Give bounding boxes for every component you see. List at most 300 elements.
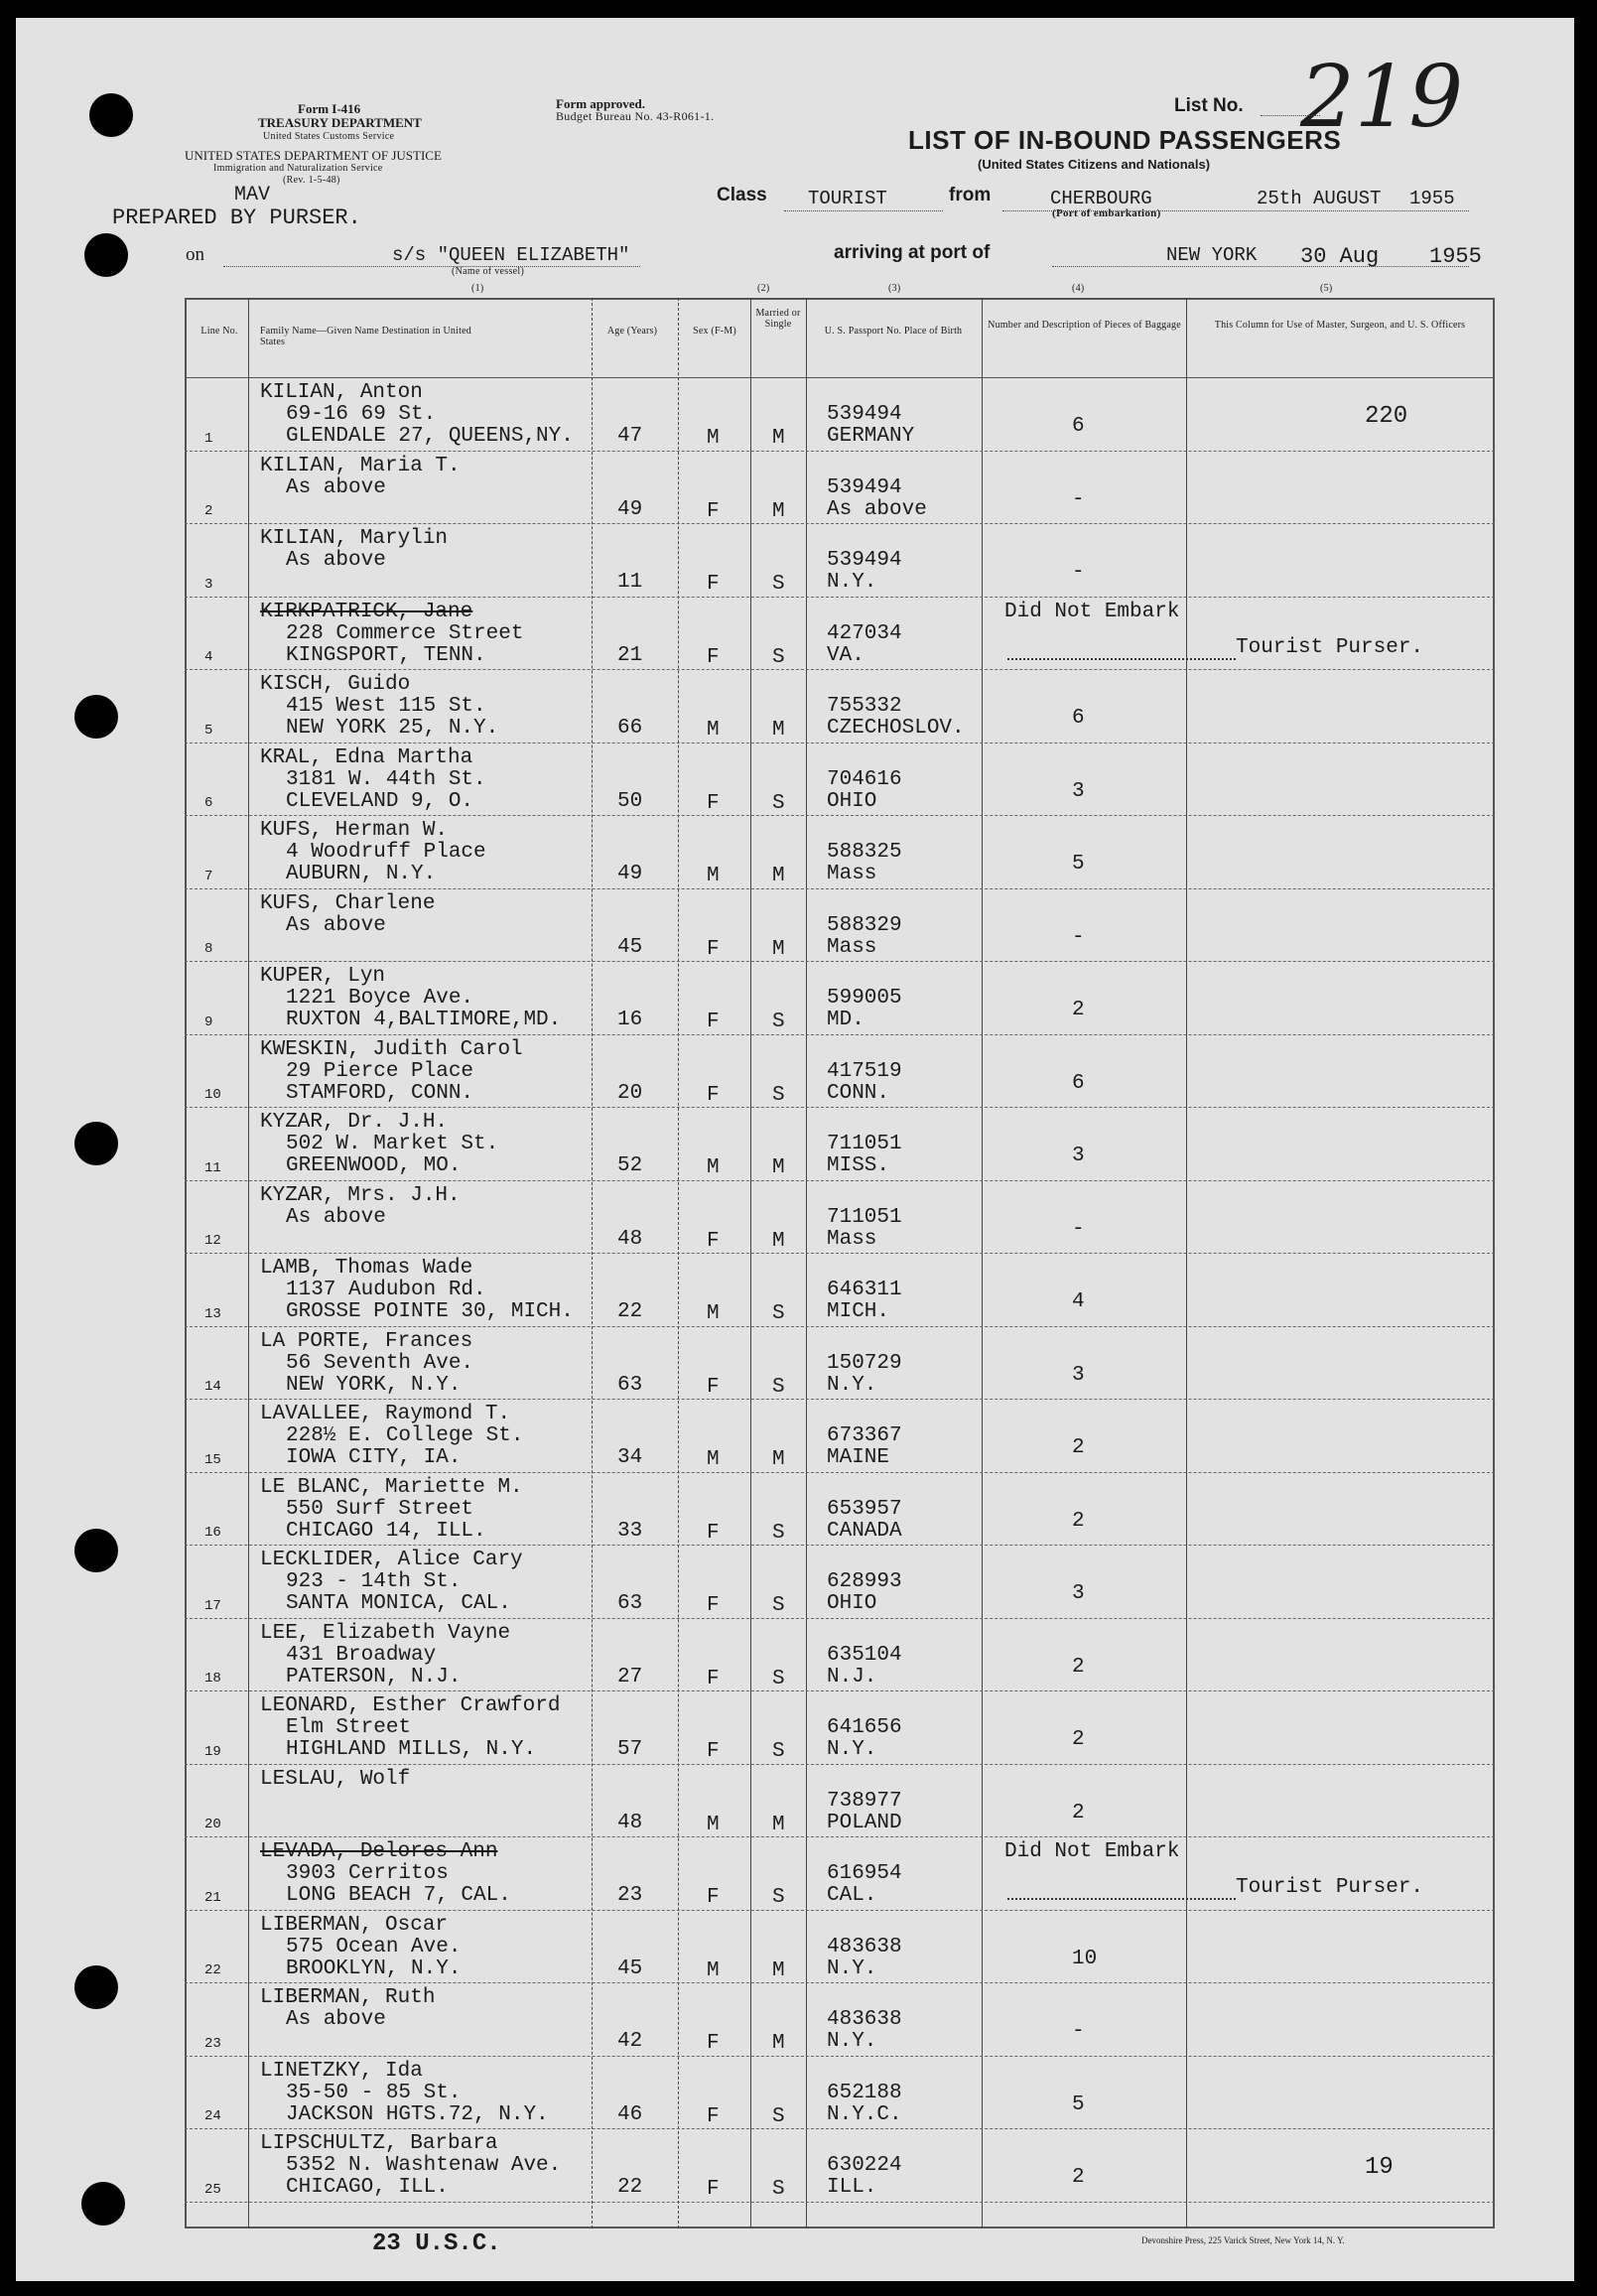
birth-place: Mass — [827, 863, 877, 885]
passport-number: 150729 — [827, 1351, 902, 1375]
marital-status: M — [772, 1813, 785, 1836]
age-value: 48 — [617, 1227, 643, 1251]
passenger-name: KILIAN, Marylin — [260, 527, 449, 550]
birth-place: Mass — [827, 1227, 877, 1251]
sex-value: M — [707, 1156, 720, 1179]
passenger-name: KUFS, Herman W. — [260, 819, 449, 842]
birth-place: MICH. — [827, 1300, 890, 1323]
address-line-2: NEW YORK 25, N.Y. — [286, 717, 499, 740]
baggage-count: 4 — [1072, 1290, 1085, 1313]
passenger-name: LEONARD, Esther Crawford — [260, 1694, 561, 1717]
marital-status: S — [772, 1886, 785, 1909]
table-row — [185, 888, 1495, 889]
line-number: 1 — [204, 430, 213, 447]
birth-place: N.Y. — [827, 1373, 877, 1397]
birth-place: ILL. — [827, 2176, 877, 2199]
line-number: 3 — [204, 576, 213, 593]
passport-number: 738977 — [827, 1789, 902, 1813]
marital-status: S — [772, 1011, 785, 1033]
address-line-2: NEW YORK, N.Y. — [286, 1373, 462, 1397]
passport-number: 630224 — [827, 2154, 902, 2177]
embark-year: 1955 — [1409, 188, 1455, 209]
sex-value: F — [707, 1740, 720, 1763]
passenger-name: LEVADA, Delores Ann — [260, 1840, 498, 1863]
birth-place: POLAND — [827, 1811, 902, 1834]
arrival-port: NEW YORK — [1166, 244, 1258, 266]
passport-number: 711051 — [827, 1133, 902, 1155]
table-row — [185, 1545, 1495, 1546]
passenger-name: LA PORTE, Frances — [260, 1329, 473, 1353]
col-header-married: Married or Single — [755, 308, 801, 330]
passenger-name: LIBERMAN, Ruth — [260, 1986, 436, 2009]
vessel-name: s/s "QUEEN ELIZABETH" — [392, 244, 630, 266]
marital-status: S — [772, 1375, 785, 1399]
sex-value: F — [707, 1521, 720, 1545]
passport-number: 653957 — [827, 1497, 902, 1521]
passenger-name: KYZAR, Mrs. J.H. — [260, 1183, 461, 1207]
passport-number: 588329 — [827, 913, 902, 937]
birth-place: N.J. — [827, 1665, 877, 1688]
table-row — [185, 1836, 1495, 1837]
form-approved: Form approved. — [556, 96, 646, 111]
passenger-name: LEE, Elizabeth Vayne — [260, 1621, 511, 1645]
table-row — [185, 597, 1495, 598]
birth-place: VA. — [827, 643, 865, 667]
arrival-date: 30 Aug — [1300, 244, 1380, 269]
address-line-1: 35-50 - 85 St. — [286, 2081, 462, 2104]
table-row — [185, 2056, 1495, 2057]
table-row — [185, 1326, 1495, 1327]
sex-value: F — [707, 1667, 720, 1690]
col-header-line: Line No. — [200, 326, 238, 337]
address-line-2: IOWA CITY, IA. — [286, 1446, 462, 1469]
address-line-1: 69-16 69 St. — [286, 403, 437, 426]
marital-status: S — [772, 2104, 785, 2128]
birth-place: CONN. — [827, 1081, 890, 1105]
col-header-passport: U. S. Passport No. Place of Birth — [824, 326, 963, 337]
marital-status: S — [772, 791, 785, 815]
marital-status: M — [772, 1229, 785, 1253]
marital-status: S — [772, 2178, 785, 2201]
table-row — [185, 669, 1495, 670]
col-num-2: (2) — [757, 283, 770, 294]
table-row — [185, 1982, 1495, 1983]
col-num-3: (3) — [888, 283, 901, 294]
sex-value: M — [707, 427, 720, 450]
baggage-count: - — [1072, 487, 1085, 511]
address-line-2: CHICAGO, ILL. — [286, 2176, 449, 2199]
birth-place: MISS. — [827, 1154, 890, 1177]
col-num-5: (5) — [1320, 283, 1333, 294]
sex-value: F — [707, 1229, 720, 1253]
baggage-count: 2 — [1072, 1728, 1085, 1751]
passenger-name: KUPER, Lyn — [260, 965, 386, 988]
sex-value: F — [707, 1886, 720, 1909]
line-number: 18 — [204, 1671, 221, 1687]
table-row — [185, 1764, 1495, 1765]
baggage-count: 3 — [1072, 1363, 1085, 1387]
list-no-line — [1261, 115, 1320, 116]
address-line-1: As above — [286, 475, 386, 499]
age-value: 45 — [617, 935, 643, 959]
line-number: 24 — [204, 2108, 221, 2124]
address-line-1: 575 Ocean Ave. — [286, 1935, 462, 1958]
passenger-name: KILIAN, Maria T. — [260, 454, 461, 477]
marital-status: M — [772, 865, 785, 887]
baggage-count: 5 — [1072, 2093, 1085, 2116]
passenger-name: KRAL, Edna Martha — [260, 745, 473, 769]
address-line-1: 3903 Cerritos — [286, 1862, 449, 1885]
marital-status: M — [772, 1448, 785, 1471]
address-line-2: LONG BEACH 7, CAL. — [286, 1884, 511, 1907]
birth-place: GERMANY — [827, 425, 915, 448]
col-header-officers: This Column for Use of Master, Surgeon, and U. S. Officers — [1214, 320, 1466, 331]
mav-mark: MAV — [234, 184, 271, 206]
justice-dept: UNITED STATES DEPARTMENT OF JUSTICE — [185, 148, 442, 163]
table-row — [185, 961, 1495, 962]
passport-number: 673367 — [827, 1424, 902, 1447]
table-row — [185, 2202, 1495, 2203]
line-number: 21 — [204, 1889, 221, 1906]
marital-status: M — [772, 937, 785, 961]
birth-place: MD. — [827, 1009, 865, 1031]
age-value: 48 — [617, 1811, 643, 1834]
address-line-1: As above — [286, 2008, 386, 2031]
birth-place: CANADA — [827, 1519, 902, 1543]
address-line-1: Elm Street — [286, 1716, 412, 1739]
line-number: 13 — [204, 1305, 221, 1322]
passport-number: 635104 — [827, 1643, 902, 1667]
passenger-name: LIPSCHULTZ, Barbara — [260, 2132, 498, 2155]
punch-hole — [74, 695, 118, 739]
passenger-name: KYZAR, Dr. J.H. — [260, 1111, 449, 1134]
passenger-name: KISCH, Guido — [260, 673, 411, 696]
baggage-count: 2 — [1072, 2166, 1085, 2189]
vessel-caption: (Name of vessel) — [452, 266, 525, 277]
baggage-count: - — [1072, 925, 1085, 949]
baggage-count: 6 — [1072, 415, 1085, 438]
passport-number: 483638 — [827, 1935, 902, 1958]
age-value: 34 — [617, 1446, 643, 1469]
address-line-2: HIGHLAND MILLS, N.Y. — [286, 1738, 537, 1761]
col-header-baggage: Number and Description of Pieces of Baggage — [988, 320, 1181, 331]
officer-note: 220 — [1365, 403, 1408, 430]
passport-number: 417519 — [827, 1059, 902, 1083]
birth-place: N.Y. — [827, 571, 877, 594]
line-number: 9 — [204, 1013, 213, 1030]
age-value: 47 — [617, 425, 643, 448]
birth-place: CAL. — [827, 1884, 877, 1907]
line-number: 22 — [204, 1962, 221, 1978]
col-divider — [678, 298, 679, 2228]
address-line-1: As above — [286, 1205, 386, 1229]
age-value: 50 — [617, 789, 643, 813]
birth-place: OHIO — [827, 1592, 877, 1615]
officer-note: 19 — [1365, 2154, 1394, 2181]
age-value: 21 — [617, 643, 643, 667]
col-num-4: (4) — [1072, 283, 1085, 294]
col-divider — [1186, 298, 1187, 2228]
passport-number: 711051 — [827, 1205, 902, 1229]
passport-number: 755332 — [827, 695, 902, 718]
punch-hole — [74, 1965, 118, 2009]
remark-did-not-embark: Did Not Embark — [1004, 1840, 1180, 1863]
passenger-name: KWESKIN, Judith Carol — [260, 1037, 523, 1061]
remark-purser: Tourist Purser. — [1236, 1876, 1424, 1899]
table-row — [185, 2128, 1495, 2129]
address-line-1: 29 Pierce Place — [286, 1059, 474, 1083]
passport-number: 539494 — [827, 475, 902, 499]
passport-number: 588325 — [827, 841, 902, 864]
arrival-line — [1052, 266, 1469, 267]
age-value: 52 — [617, 1154, 643, 1177]
form-title: LIST OF IN-BOUND PASSENGERS — [908, 125, 1342, 155]
baggage-count: 3 — [1072, 779, 1085, 803]
table-row — [185, 1618, 1495, 1619]
purser-signature-line — [1007, 658, 1236, 660]
address-line-2: SANTA MONICA, CAL. — [286, 1592, 511, 1615]
passport-number: 641656 — [827, 1716, 902, 1739]
table-row — [185, 1253, 1495, 1254]
passport-number: 704616 — [827, 767, 902, 791]
address-line-1: As above — [286, 913, 386, 937]
address-line-2: JACKSON HGTS.72, N.Y. — [286, 2102, 549, 2126]
line-number: 5 — [204, 722, 213, 739]
port-embark-caption: (Port of embarkation) — [1052, 207, 1161, 219]
address-line-1: 228 Commerce Street — [286, 621, 524, 645]
birth-place: MAINE — [827, 1446, 890, 1469]
line-number: 16 — [204, 1525, 221, 1541]
line-number: 15 — [204, 1451, 221, 1468]
table-row — [185, 451, 1495, 452]
passenger-name: LINETZKY, Ida — [260, 2059, 423, 2083]
embark-date: 25th AUGUST — [1257, 188, 1382, 209]
address-line-2: KINGSPORT, TENN. — [286, 643, 486, 667]
age-value: 45 — [617, 1957, 643, 1980]
age-value: 16 — [617, 1009, 643, 1031]
table-row — [185, 1107, 1495, 1108]
passenger-name: KUFS, Charlene — [260, 891, 436, 915]
sex-value: M — [707, 719, 720, 742]
col-divider — [982, 298, 983, 2228]
age-value: 66 — [617, 717, 643, 740]
address-line-2: CHICAGO 14, ILL. — [286, 1519, 486, 1543]
treasury-dept: TREASURY DEPARTMENT — [258, 115, 422, 130]
sex-value: M — [707, 1448, 720, 1471]
table-row — [185, 1034, 1495, 1035]
baggage-count: 2 — [1072, 999, 1085, 1021]
age-value: 11 — [617, 571, 643, 594]
birth-place: As above — [827, 497, 927, 521]
passport-number: 599005 — [827, 987, 902, 1010]
sex-value: F — [707, 1011, 720, 1033]
vessel-line — [223, 266, 640, 267]
table-header-rule — [185, 377, 1495, 378]
line-number: 25 — [204, 2181, 221, 2198]
list-number: 219 — [1300, 48, 1464, 147]
marital-status: M — [772, 1156, 785, 1179]
col-header-age: Age (Years) — [606, 326, 658, 337]
address-line-2: GREENWOOD, MO. — [286, 1154, 462, 1177]
marital-status: S — [772, 1083, 785, 1107]
list-no-label: List No. — [1174, 95, 1244, 116]
address-line-1: As above — [286, 549, 386, 572]
col-divider — [248, 298, 249, 2228]
passport-number: 646311 — [827, 1279, 902, 1301]
address-line-1: 923 - 14th St. — [286, 1570, 462, 1593]
purser-signature-line — [1007, 1898, 1236, 1900]
baggage-count: 10 — [1072, 1947, 1098, 1970]
col-header-sex: Sex (F-M) — [693, 326, 736, 337]
passenger-name: LECKLIDER, Alice Cary — [260, 1549, 523, 1571]
passenger-name: LE BLANC, Mariette M. — [260, 1475, 523, 1499]
marital-status: S — [772, 1667, 785, 1690]
line-number: 6 — [204, 795, 213, 811]
address-line-2: PATERSON, N.J. — [286, 1665, 462, 1688]
marital-status: S — [772, 1302, 785, 1325]
table-row — [185, 1180, 1495, 1181]
table-row — [185, 1910, 1495, 1911]
address-line-2: CLEVELAND 9, O. — [286, 789, 474, 813]
passport-number: 628993 — [827, 1570, 902, 1593]
passport-number: 652188 — [827, 2081, 902, 2104]
birth-place: N.Y.C. — [827, 2102, 902, 2126]
age-value: 63 — [617, 1373, 643, 1397]
table-row — [185, 815, 1495, 816]
class-line — [784, 210, 943, 211]
address-line-2: GLENDALE 27, QUEENS,NY. — [286, 425, 574, 448]
address-line-2: BROOKLYN, N.Y. — [286, 1957, 462, 1980]
age-value: 23 — [617, 1884, 643, 1907]
marital-status: S — [772, 645, 785, 669]
sex-value: F — [707, 499, 720, 523]
baggage-count: 3 — [1072, 1145, 1085, 1167]
col-divider — [592, 298, 593, 2228]
sex-value: F — [707, 1594, 720, 1617]
age-value: 42 — [617, 2030, 643, 2053]
address-line-1: 228½ E. College St. — [286, 1424, 524, 1447]
passport-number: 427034 — [827, 621, 902, 645]
line-number: 4 — [204, 649, 213, 665]
birth-place: OHIO — [827, 789, 877, 813]
remark-did-not-embark: Did Not Embark — [1004, 600, 1180, 623]
printer-imprint: Devonshire Press, 225 Varick Street, New York 14, N. Y. — [1141, 2235, 1345, 2245]
passenger-name: LIBERMAN, Oscar — [260, 1913, 449, 1937]
marital-status: M — [772, 427, 785, 450]
sex-value: F — [707, 2178, 720, 2201]
line-number: 14 — [204, 1379, 221, 1395]
form-subtitle: (United States Citizens and Nationals) — [978, 157, 1211, 172]
age-value: 46 — [617, 2102, 643, 2126]
revision: (Rev. 1-5-48) — [283, 175, 340, 186]
table-row — [185, 1690, 1495, 1691]
table-row — [185, 1472, 1495, 1473]
line-number: 12 — [204, 1233, 221, 1249]
passenger-name: LAMB, Thomas Wade — [260, 1257, 473, 1280]
arrival-year: 1955 — [1429, 244, 1482, 269]
address-line-1: 56 Seventh Ave. — [286, 1351, 474, 1375]
address-line-2: GROSSE POINTE 30, MICH. — [286, 1300, 574, 1323]
line-number: 20 — [204, 1817, 221, 1832]
address-line-1: 4 Woodruff Place — [286, 841, 486, 864]
punch-hole — [74, 1529, 118, 1572]
birth-place: CZECHOSLOV. — [827, 717, 965, 740]
sex-value: F — [707, 2032, 720, 2055]
marital-status: M — [772, 719, 785, 742]
customs-service: United States Customs Service — [263, 131, 395, 142]
birth-place: Mass — [827, 935, 877, 959]
sex-value: F — [707, 645, 720, 669]
line-number: 8 — [204, 941, 213, 957]
baggage-count: - — [1072, 1217, 1085, 1241]
baggage-count: 6 — [1072, 707, 1085, 730]
passport-number: 616954 — [827, 1862, 902, 1885]
class-label: Class — [717, 185, 767, 205]
col-divider — [750, 298, 751, 2228]
age-value: 27 — [617, 1665, 643, 1688]
table-row — [185, 1399, 1495, 1400]
footer-code: 23 U.S.C. — [372, 2230, 501, 2257]
address-line-1: 502 W. Market St. — [286, 1133, 499, 1155]
sex-value: M — [707, 1813, 720, 1836]
punch-hole — [74, 1122, 118, 1165]
marital-status: M — [772, 1958, 785, 1982]
line-number: 7 — [204, 868, 213, 884]
passenger-name: LESLAU, Wolf — [260, 1767, 411, 1791]
sex-value: F — [707, 937, 720, 961]
baggage-count: 2 — [1072, 1801, 1085, 1824]
marital-status: M — [772, 2032, 785, 2055]
address-line-2: STAMFORD, CONN. — [286, 1081, 474, 1105]
sex-value: M — [707, 865, 720, 887]
baggage-count: 2 — [1072, 1436, 1085, 1459]
prepared-by: PREPARED BY PURSER. — [112, 205, 361, 230]
line-number: 17 — [204, 1597, 221, 1614]
ins-service: Immigration and Naturalization Service — [213, 163, 383, 174]
line-number: 11 — [204, 1159, 221, 1176]
marital-status: S — [772, 573, 785, 596]
baggage-count: - — [1072, 2020, 1085, 2043]
baggage-count: 3 — [1072, 1582, 1085, 1605]
sex-value: F — [707, 1083, 720, 1107]
budget-bureau: Budget Bureau No. 43-R061-1. — [556, 109, 715, 123]
passport-number: 483638 — [827, 2008, 902, 2031]
marital-status: M — [772, 499, 785, 523]
age-value: 49 — [617, 863, 643, 885]
birth-place: N.Y. — [827, 1738, 877, 1761]
class-value: TOURIST — [808, 188, 887, 209]
line-number: 10 — [204, 1087, 221, 1103]
col-header-name: Family Name—Given Name Destination in United States — [260, 326, 471, 347]
sex-value: F — [707, 2104, 720, 2128]
punch-hole — [84, 233, 128, 277]
baggage-count: 2 — [1072, 1509, 1085, 1533]
line-number: 2 — [204, 503, 213, 519]
baggage-count: 2 — [1072, 1655, 1085, 1679]
address-line-2: RUXTON 4,BALTIMORE,MD. — [286, 1009, 562, 1031]
form-number: Form I-416 — [298, 101, 361, 116]
address-line-1: 415 West 115 St. — [286, 695, 486, 718]
sex-value: F — [707, 791, 720, 815]
birth-place: N.Y. — [827, 1957, 877, 1980]
table-row — [185, 523, 1495, 524]
on-label: on — [186, 244, 204, 265]
address-line-1: 1137 Audubon Rd. — [286, 1279, 486, 1301]
sex-value: F — [707, 573, 720, 596]
age-value: 49 — [617, 497, 643, 521]
arriving-label: arriving at port of — [834, 242, 991, 263]
marital-status: S — [772, 1740, 785, 1763]
